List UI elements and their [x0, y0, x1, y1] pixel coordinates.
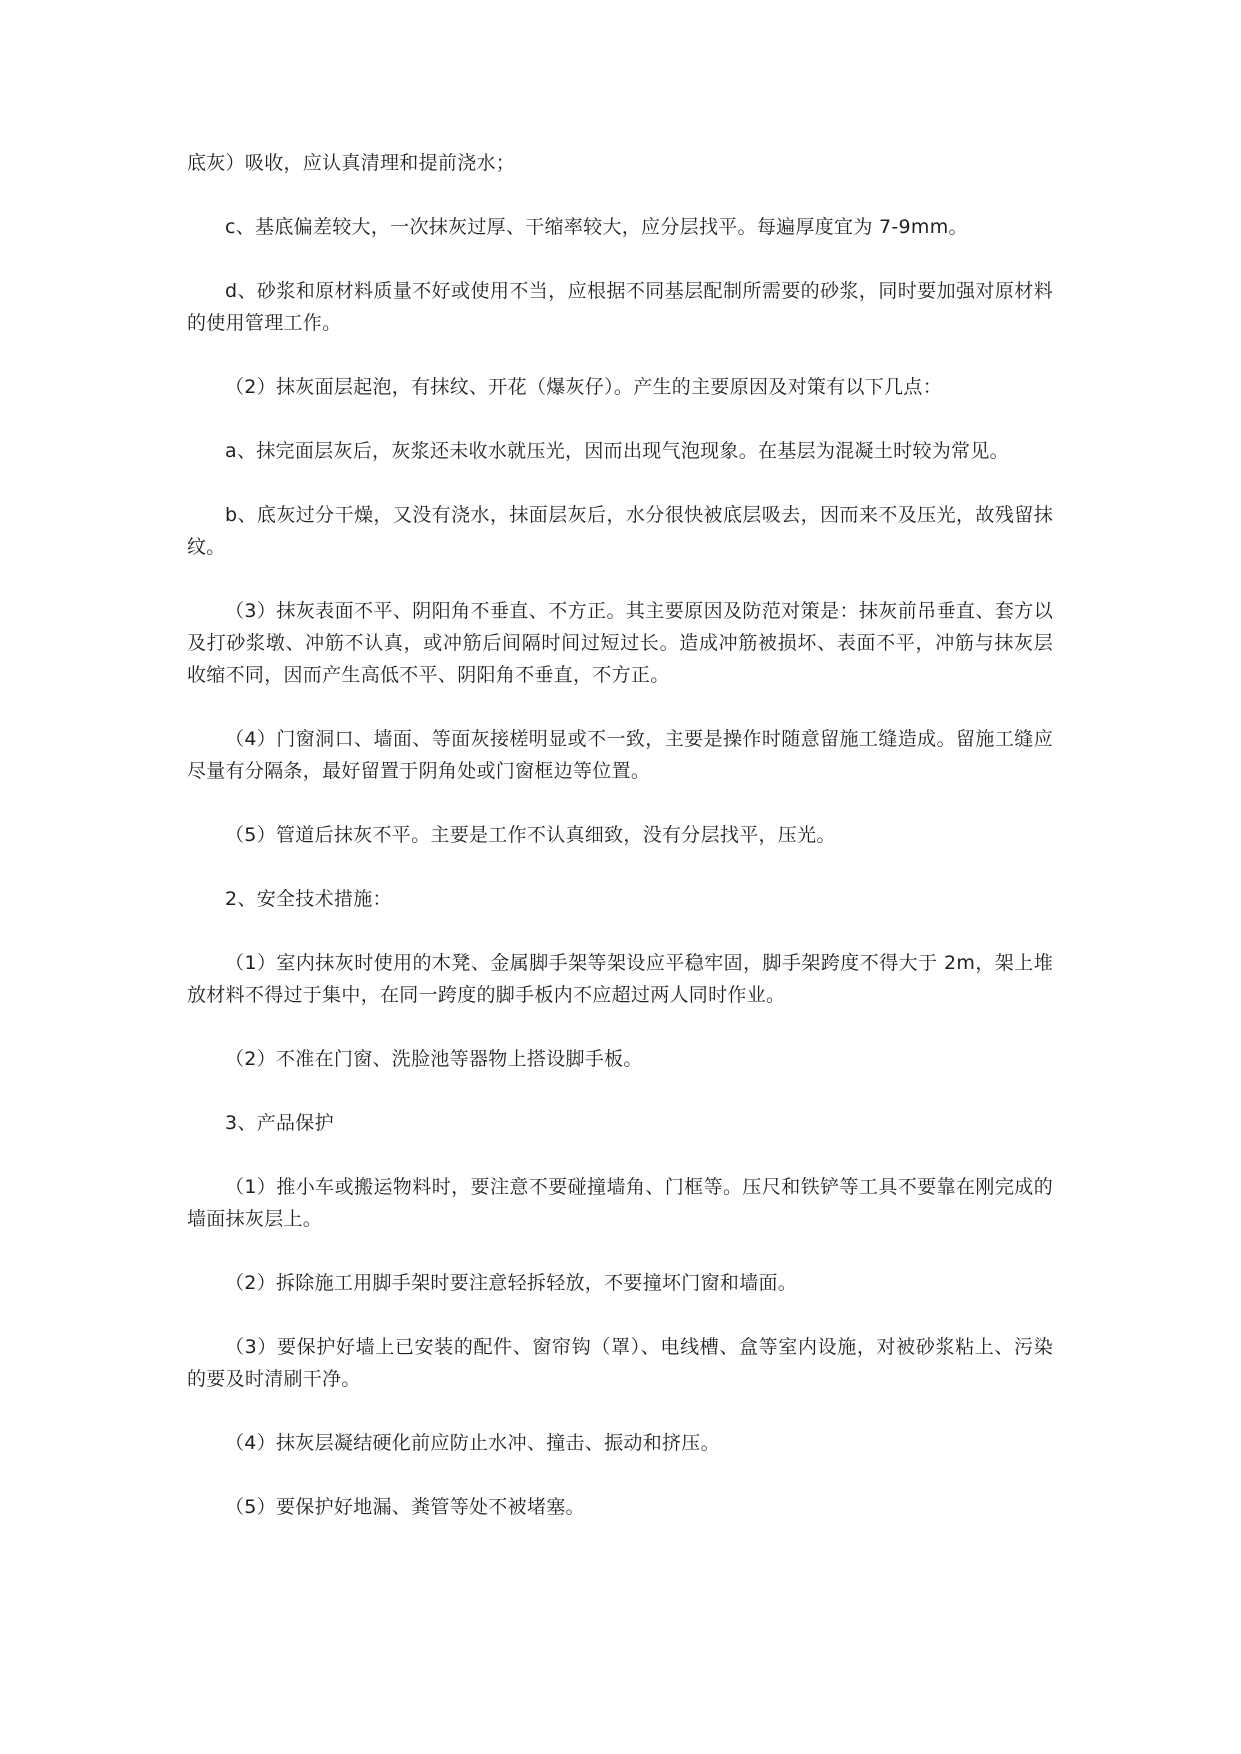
paragraph-section-4: （4）门窗洞口、墙面、等面灰接槎明显或不一致，主要是操作时随意留施工缝造成。留施工缝应尽量有分隔条，最好留置于阴角处或门窗框边等位置。	[187, 728, 1053, 782]
paragraph-protection-4: （4）抹灰层凝结硬化前应防止水冲、撞击、振动和挤压。	[225, 1432, 720, 1454]
paragraph-safety-2: （2）不准在门窗、洗脸池等器物上搭设脚手板。	[225, 1048, 643, 1070]
paragraph-continuation: 底灰）吸收，应认真清理和提前浇水；	[187, 152, 516, 174]
paragraph-section-5: （5）管道后抹灰不平。主要是工作不认真细致，没有分层找平，压光。	[225, 824, 836, 846]
heading-safety-measures: 2、安全技术措施：	[225, 888, 392, 910]
paragraph-section-2: （2）抹灰面层起泡，有抹纹、开花（爆灰仔）。产生的主要原因及对策有以下几点：	[225, 376, 942, 398]
paragraph-item-b: b、底灰过分干燥，又没有浇水，抹面层灰后，水分很快被底层吸去，因而来不及压光，故残留抹纹。	[187, 504, 1053, 558]
paragraph-protection-1: （1）推小车或搬运物料时，要注意不要碰撞墙角、门框等。压尺和铁铲等工具不要靠在刚完成的墙面抹灰层上。	[187, 1176, 1053, 1230]
document-body	[187, 147, 1053, 1555]
paragraph-section-3: （3）抹灰表面不平、阴阳角不垂直、不方正。其主要原因及防范对策是：抹灰前吊垂直、套方以及打砂浆墩、冲筋不认真，或冲筋后间隔时间过短过长。造成冲筋被损坏、表面不平，冲筋与抹灰层收缩不同，因而产生高低不平、阴阳角不垂直，不方正。	[187, 600, 1053, 686]
paragraph-item-d: d、砂浆和原材料质量不好或使用不当，应根据不同基层配制所需要的砂浆，同时要加强对原材料的使用管理工作。	[187, 280, 1053, 334]
paragraph-protection-2: （2）拆除施工用脚手架时要注意轻拆轻放，不要撞坏门窗和墙面。	[225, 1272, 798, 1294]
paragraph-protection-3: （3）要保护好墙上已安装的配件、窗帘钩（罩）、电线槽、盒等室内设施，对被砂浆粘上、污染的要及时清刷干净。	[187, 1336, 1053, 1390]
paragraph-item-a: a、抹完面层灰后，灰浆还未收水就压光，因而出现气泡现象。在基层为混凝土时较为常见。	[225, 440, 1009, 462]
paragraph-safety-1: （1）室内抹灰时使用的木凳、金属脚手架等架设应平稳牢固，脚手架跨度不得大于 2m，架上堆放材料不得过于集中，在同一跨度的脚手板内不应超过两人同时作业。	[187, 952, 1053, 1006]
heading-product-protection: 3、产品保护	[225, 1112, 334, 1134]
paragraph-protection-5: （5）要保护好地漏、粪管等处不被堵塞。	[225, 1496, 585, 1518]
paragraph-item-c: c、基底偏差较大，一次抹灰过厚、干缩率较大，应分层找平。每遍厚度宜为 7-9mm。	[225, 216, 968, 238]
